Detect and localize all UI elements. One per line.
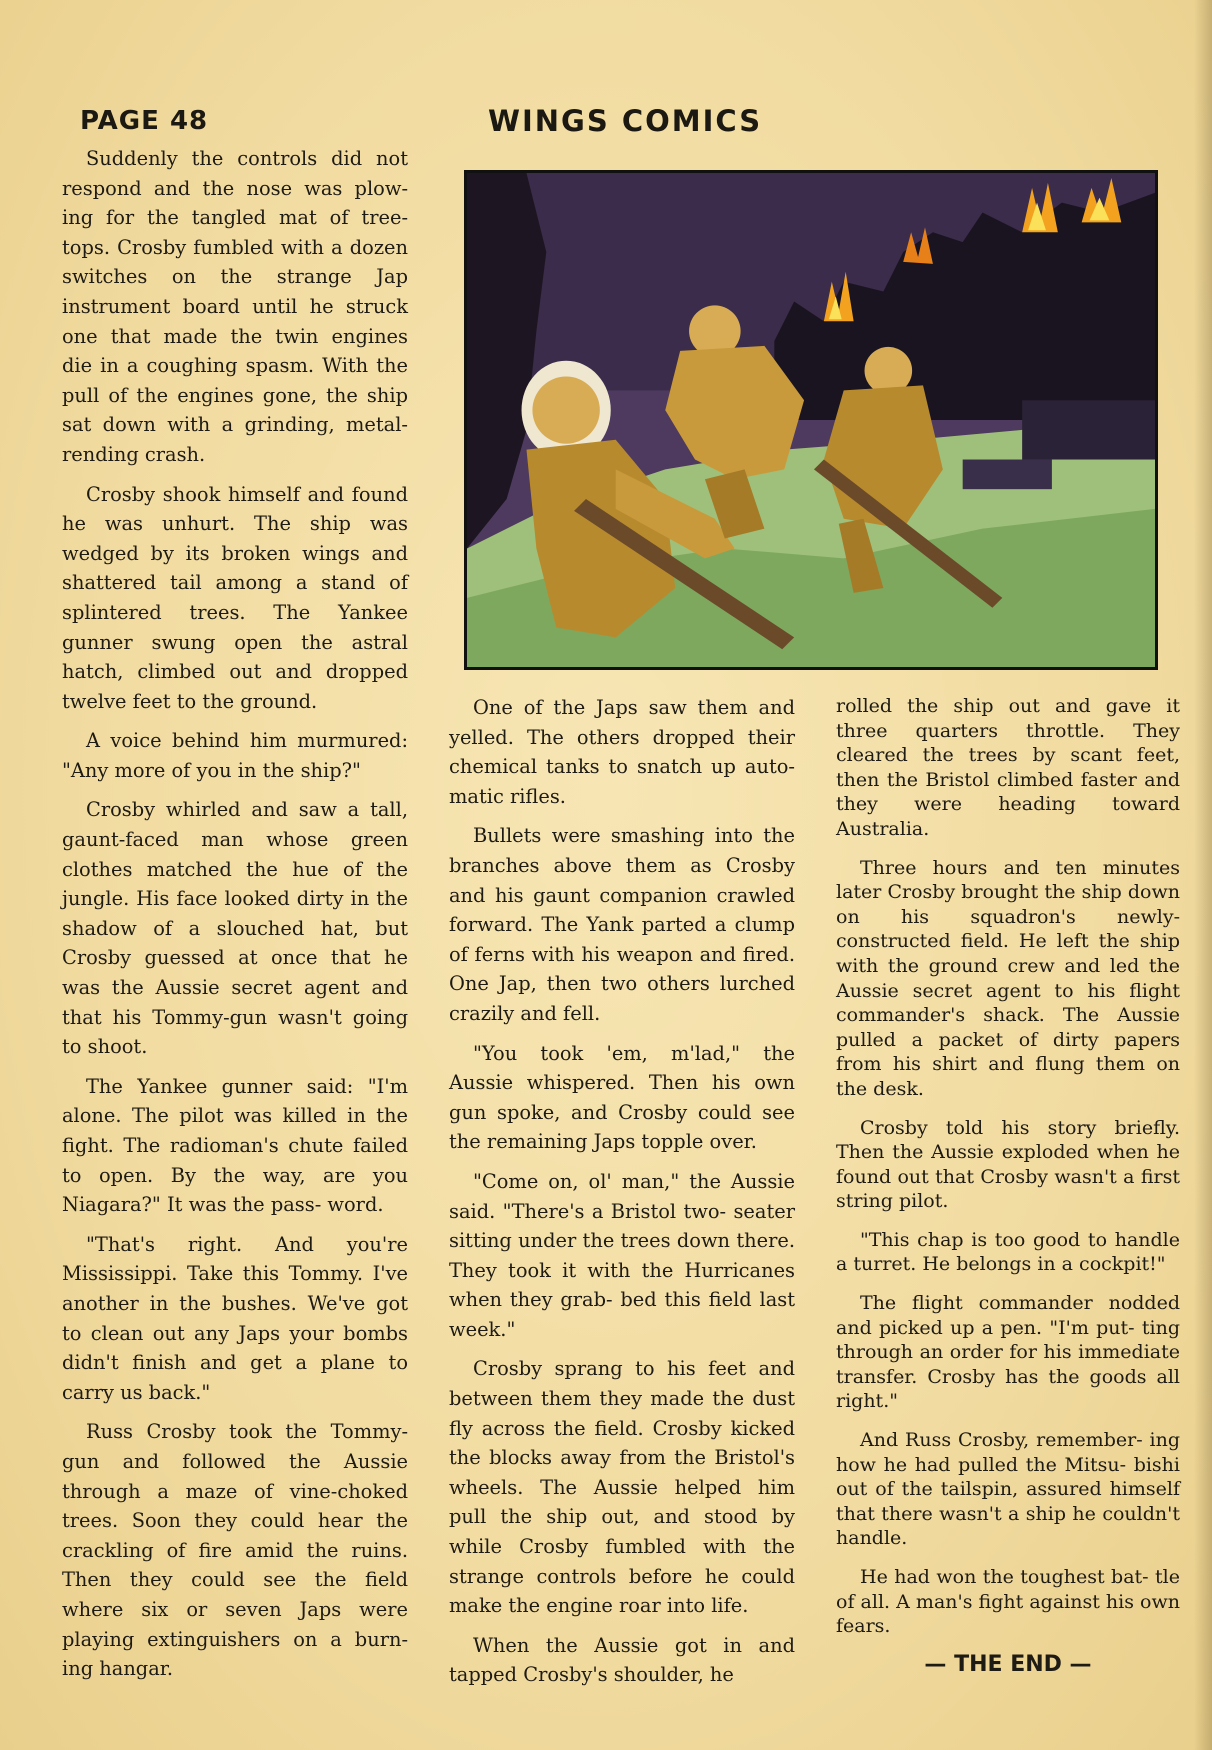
paragraph: "That's right. And you're Mississippi. Take this Tommy. I've another in the bushes. We've got to clean out any Japs your bombs didn't finish and get a plane to carry us back.": [62, 1232, 408, 1404]
text-column-3: [836, 694, 1180, 1677]
paragraph: Russ Crosby took the Tommy- gun and followed the Aussie through a maze of vine-choked trees. Soon they could hear the crackling of fire amid the ruins. Then they could see the field where six or seven Japs were playing extinguishers on a burn- ing hangar.: [62, 1420, 408, 1681]
text-column-1: [62, 144, 408, 1684]
paragraph: The Yankee gunner said: "I'm alone. The pilot was killed in the fight. The radioman's chute failed to open. By the way, are you Niagara?" It was the pass- word.: [62, 1074, 408, 1217]
paragraph: Crosby shook himself and found he was unhurt. The ship was wedged by its broken wings and shattered tail among a stand of splintered trees. The Yankee gunner swung open the astral hatch, climbed out and dropped twelve feet to the ground.: [62, 482, 408, 713]
paragraph: A voice behind him murmured: "Any more of you in the ship?": [62, 729, 408, 782]
paragraph: The flight commander nodded and picked up a pen. "I'm put- ting through an order for his immediate transfer. Crosby has the goods all right.": [836, 1292, 1180, 1413]
paragraph: Crosby told his story briefly. Then the Aussie exploded when he found out that Crosby wasn't a first string pilot.: [836, 1116, 1180, 1213]
debris: [1022, 400, 1155, 459]
paragraph: Suddenly the controls did not respond and the nose was plow- ing for the tangled mat of tree- tops. Crosby fumbled with a dozen switches on the strange Jap instrument board until he struck one that made the twin engines die in a coughing spasm. With the pull of the engines gone, the ship sat down with a grinding, metal-rending crash.: [62, 147, 408, 466]
paragraph: Crosby sprang to his feet and between them they made the dust fly across the field. Crosby kicked the blocks away from the Bristol's wheels. The Aussie helped him pull the ship out, and stood by while Crosby fumbled with the strange controls before he could make the engine roar into life.: [449, 1357, 795, 1618]
paragraph: Bullets were smashing into the branches above them as Crosby and his gaunt companion crawled forward. The Yank parted a clump of ferns with his weapon and fired. One Jap, then two others lurched crazily and fell.: [449, 824, 795, 1025]
the-end-label: — THE END —: [924, 1651, 1092, 1677]
page-number: PAGE 48: [80, 106, 209, 136]
paragraph: "This chap is too good to handle a turret. He belongs in a cockpit!": [836, 1228, 1180, 1276]
page-edge-shadow: [1194, 0, 1212, 1750]
paragraph: One of the Japs saw them and yelled. The others dropped their chemical tanks to snatch up auto- matic rifles.: [449, 696, 795, 808]
paragraph: rolled the ship out and gave it three quarters throttle. They cleared the trees by scant feet, then the Bristol climbed faster and they were heading toward Australia.: [836, 695, 1180, 840]
paragraph: And Russ Crosby, remember- ing how he had pulled the Mitsu- bishi out of the tailspin, assured himself that there wasn't a ship he couldn't handle.: [836, 1429, 1180, 1550]
paragraph: "You took 'em, m'lad," the Aussie whispered. Then his own gun spoke, and Crosby could see the remaining Japs topple over.: [449, 1041, 795, 1154]
illustration-panel: [464, 170, 1158, 670]
paragraph: When the Aussie got in and tapped Crosby's shoulder, he: [449, 1633, 795, 1687]
paragraph: He had won the toughest bat- tle of all. A man's fight against his own fears.: [836, 1566, 1180, 1638]
paragraph: Crosby whirled and saw a tall, gaunt-faced man whose green clothes matched the hue of the jungle. His face looked dirty in the shadow of a slouched hat, but Crosby guessed at once that he was the Aussie secret agent and that his Tommy-gun wasn't going to shoot.: [62, 798, 408, 1059]
magazine-title: WINGS COMICS: [488, 104, 763, 138]
text-column-2: [449, 693, 795, 1690]
paragraph: Three hours and ten minutes later Crosby brought the ship down on his squadron's newly- constructed field. He left the ship with the ground crew and led the Aussie secret agent to his flight commander's shack. The Aussie pulled a packet of dirty papers from his shirt and flung them on the desk.: [836, 856, 1180, 1100]
soldier-head: [532, 377, 599, 444]
paragraph: "Come on, ol' man," the Aussie said. "There's a Bristol two- seater sitting under the trees down there. They took it with the Hurricanes when they grab- bed this field last week.": [449, 1169, 795, 1341]
war-scene-illustration-icon: [467, 173, 1155, 667]
